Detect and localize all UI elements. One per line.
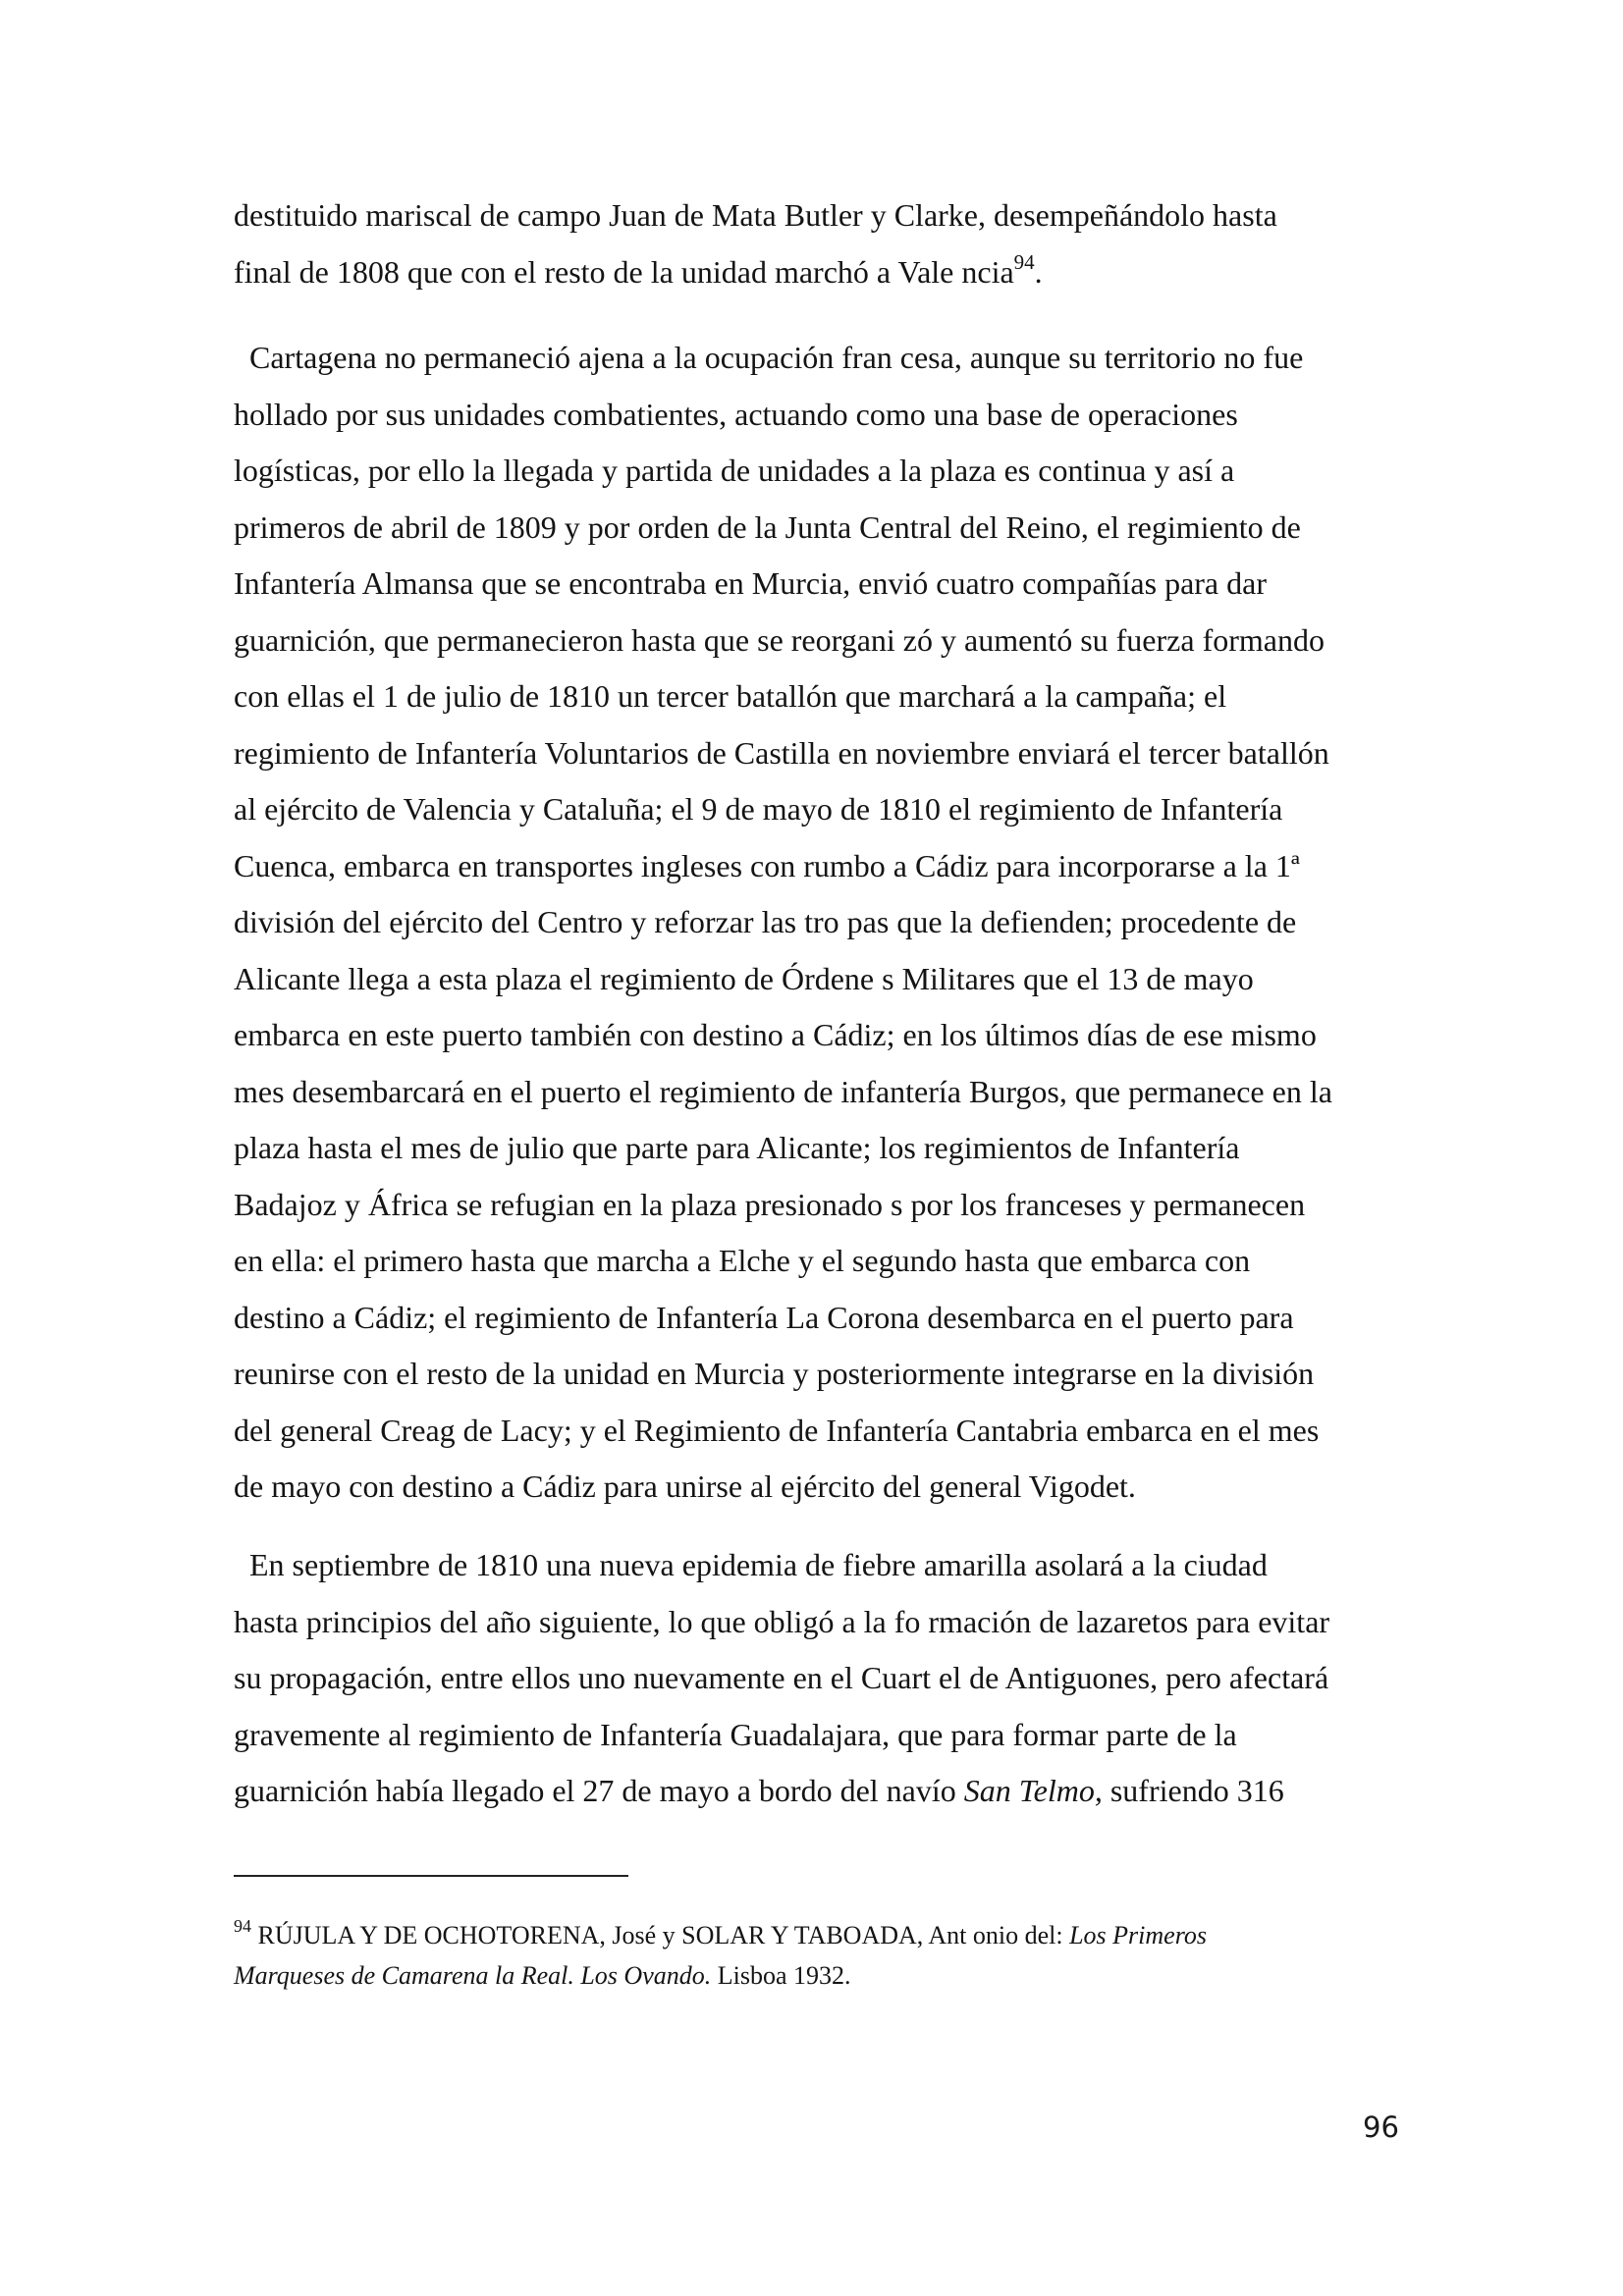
text-line: primeros de abril de 1809 y por orden de la Junta Central del Reino, el regimiento de	[234, 508, 1301, 545]
footnote-separator	[234, 1875, 628, 1877]
text-line: al ejército de Valencia y Cataluña; el 9 de mayo de 1810 el regimiento de Infantería	[234, 791, 1283, 827]
text-line: división del ejército del Centro y reforzar las tro pas que la defienden; procedente de	[234, 904, 1297, 939]
text-line: en ella: el primero hasta que marcha a Elche y el segundo hasta que embarca con	[234, 1243, 1251, 1278]
text-line: del general Creag de Lacy; y el Regimiento de Infantería Cantabria embarca en el mes	[234, 1412, 1320, 1448]
text-line: guarnición, que permanecieron hasta que se reorgani zó y aumentó su fuerza formando	[234, 621, 1325, 658]
text-line: Cuenca, embarca en transportes ingleses con rumbo a Cádiz para incorporarse a la 1ª	[234, 847, 1300, 883]
text-line: En septiembre de 1810 una nueva epidemia de fiebre amarilla asolará a la ciudad	[234, 1547, 1268, 1582]
text-line: regimiento de Infantería Voluntarios de Castilla en noviembre enviará el tercer batallón	[234, 734, 1329, 771]
text-line: de mayo con destino a Cádiz para unirse al ejército del general Vigodet.	[234, 1468, 1136, 1504]
text-line: destino a Cádiz; el regimiento de Infantería La Corona desembarca en el puerto para	[234, 1299, 1294, 1335]
text-line: Infantería Almansa que se encontraba en Murcia, envió cuatro compañías para dar	[234, 565, 1267, 601]
text-line: mes desembarcará en el puerto el regimiento de infantería Burgos, que permanece en la	[234, 1073, 1332, 1109]
footnote-marker: 94	[234, 1916, 251, 1936]
text-line: final de 1808 que con el resto de la unidad marchó a Vale ncia$^{94}$.	[234, 249, 1043, 290]
text-line: plaza hasta el mes de julio que parte para Alicante; los regimientos de Infantería	[234, 1130, 1240, 1165]
page-number: 96	[1363, 2110, 1399, 2144]
text-line: gravemente al regimiento de Infantería Guadalajara, que para formar parte de la	[234, 1716, 1237, 1752]
text-line: Alicante llega a esta plaza el regimiento de Órdene s Militares que el 13 de mayo	[234, 960, 1254, 996]
italic-title: Los Primeros	[1069, 1921, 1207, 1949]
footnote-line: Marqueses de Camarena la Real. Los Ovando. Lisboa 1932.	[234, 1961, 851, 1990]
text-line: Cartagena no permaneció ajena a la ocupación fran cesa, aunque su territorio no fue	[234, 340, 1304, 375]
italic-title: Marqueses de Camarena la Real. Los Ovando.	[234, 1961, 712, 1990]
text-line: logísticas, por ello la llegada y partida de unidades a la plaza es continua y así a	[234, 453, 1235, 488]
text-line: su propagación, entre ellos uno nuevamente en el Cuart el de Antiguones, pero afectará	[234, 1660, 1329, 1695]
text-line: Badajoz y África se refugian en la plaza presionado s por los franceses y permanecen	[234, 1186, 1306, 1222]
footnote-reference: 94	[1013, 249, 1035, 274]
text-line: reunirse con el resto de la unidad en Murcia y posteriormente integrarse en la división	[234, 1356, 1315, 1391]
text-line: destituido mariscal de campo Juan de Mata Butler y Clarke, desempeñándolo hasta	[234, 197, 1277, 233]
text-line: hasta principios del año siguiente, lo que obligó a la fo rmación de lazaretos para evitar	[234, 1603, 1330, 1639]
text-line: con ellas el 1 de julio de 1810 un tercer batallón que marchará a la campaña; el	[234, 678, 1227, 714]
text-line: hollado por sus unidades combatientes, actuando como una base de operaciones	[234, 396, 1238, 432]
text-line: embarca en este puerto también con destino a Cádiz; en los últimos días de ese mismo	[234, 1017, 1317, 1052]
text-line: guarnición había llegado el 27 de mayo a bordo del navío San Telmo, sufriendo 316	[234, 1773, 1284, 1808]
italic-title: San Telmo,	[963, 1773, 1103, 1808]
footnote-line: $^{94}$ RÚJULA Y DE OCHOTORENA, José y SOLAR Y TABOADA, Ant onio del: Los Primeros	[234, 1916, 1207, 1949]
